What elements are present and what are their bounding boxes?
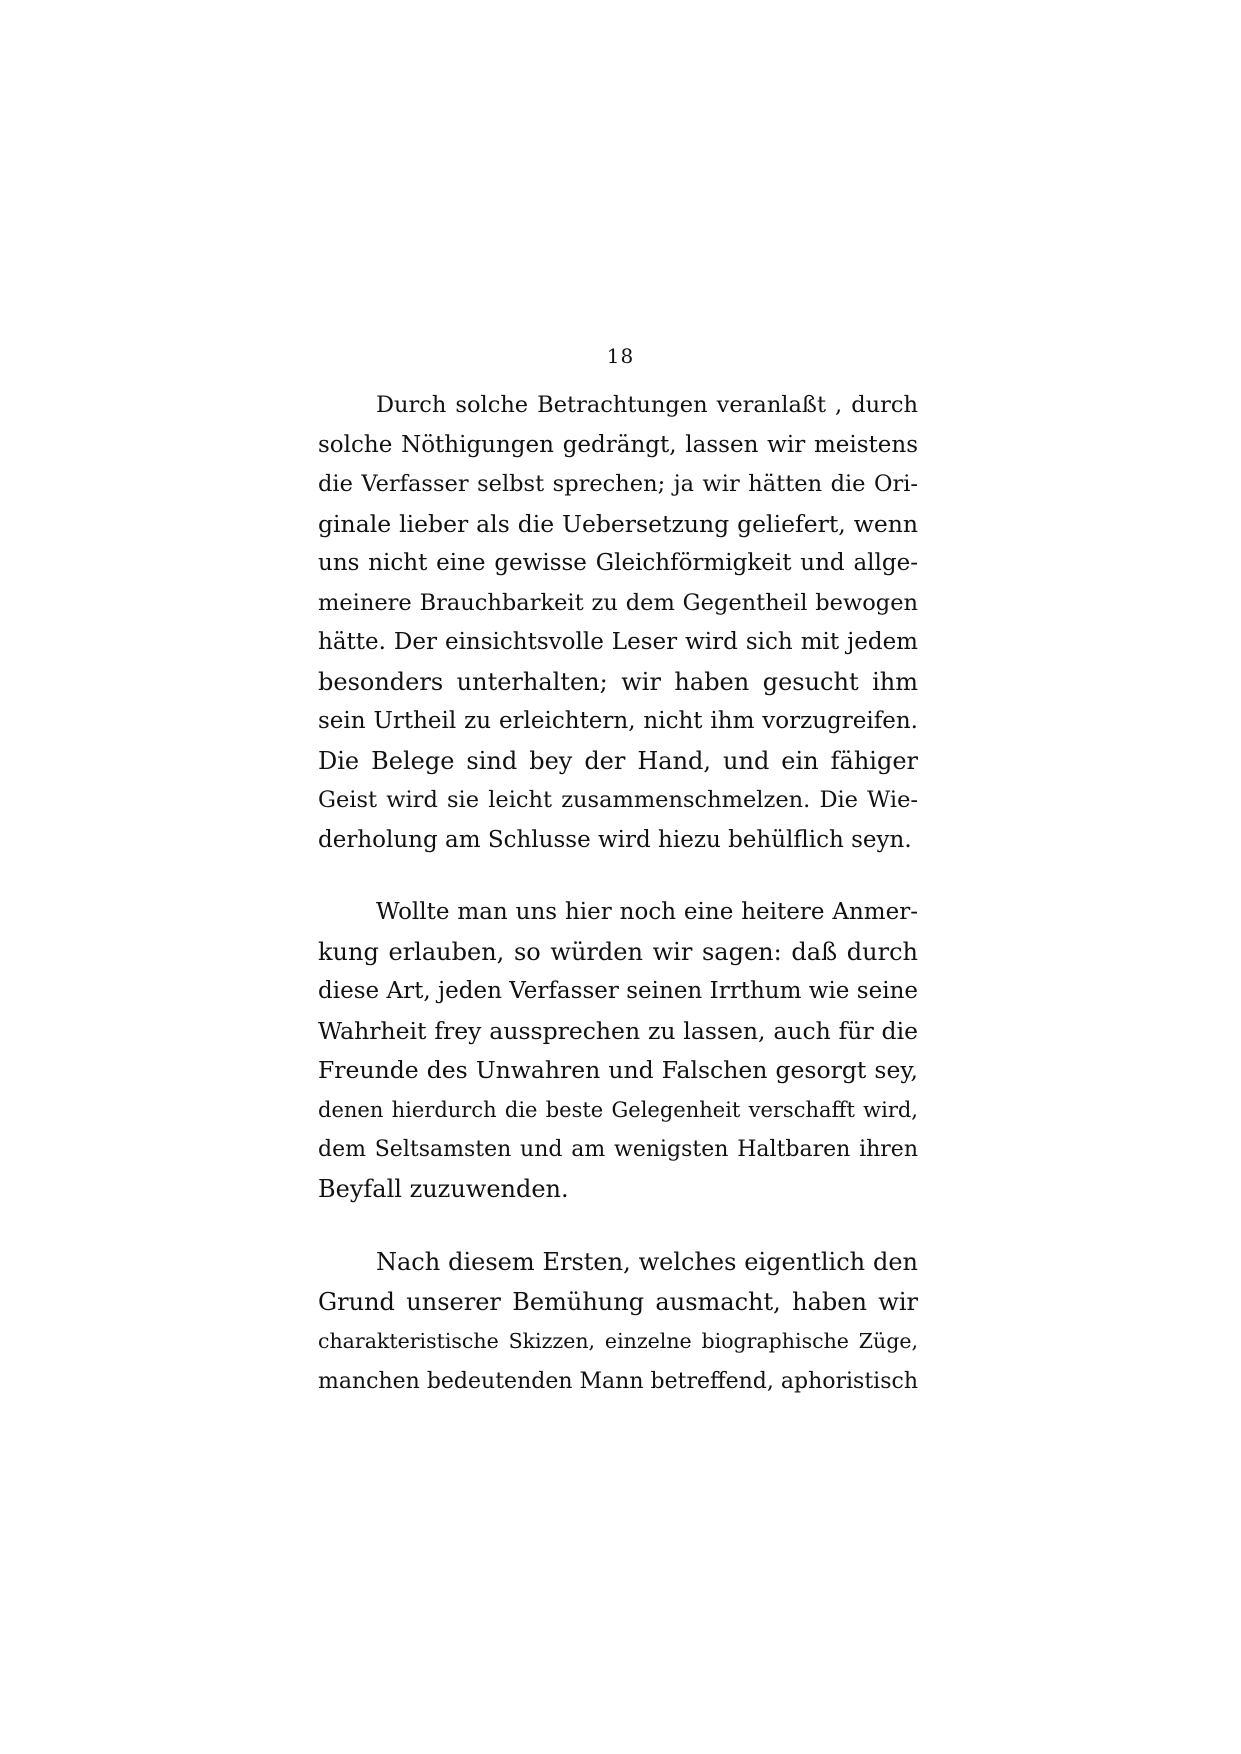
text-line: solche Nöthigungen gedrängt, lassen wir meistens — [318, 431, 918, 458]
text-line: charakteristische Skizzen, einzelne biographische Züge, — [318, 1329, 918, 1353]
text-line: sein Urtheil zu erleichtern, nicht ihm vorzugreifen. — [318, 708, 918, 734]
text-line: uns nicht eine gewisse Gleichförmigkeit und allge- — [318, 550, 918, 576]
text-line: diese Art, jeden Verfasser seinen Irrthum wie seine — [318, 978, 918, 1004]
text-line: Durch solche Betrachtungen veranlaßt , durch — [376, 392, 918, 418]
text-line: hätte. Der einsichtsvolle Leser wird sich mit jedem — [318, 629, 918, 655]
text-line: Nach diesem Ersten, welches eigentlich den — [376, 1248, 918, 1276]
text-line: Grund unserer Bemühung ausmacht, haben wir — [318, 1287, 918, 1316]
text-line: Beyfall zuzuwenden. — [318, 1174, 569, 1203]
paragraph-3 — [318, 1243, 918, 1401]
text-line: Freunde des Unwahren und Falschen gesorgt sey, — [318, 1056, 918, 1084]
text-line: Geist wird sie leicht zusammenschmelzen. Die Wie- — [318, 787, 918, 813]
text-line: denen hierdurch die beste Gelegenheit verschafft wird, — [318, 1097, 918, 1122]
text-line: die Verfasser selbst sprechen; ja wir hätten die Ori- — [318, 471, 918, 497]
text-line: Wollte man uns hier noch eine heitere Anmer- — [376, 899, 918, 925]
paragraph-1 — [318, 386, 918, 860]
text-line: manchen bedeutenden Mann betreffend, aphoristisch — [318, 1368, 918, 1394]
text-line: ginale lieber als die Uebersetzung geliefert, wenn — [318, 509, 918, 538]
text-line: dem Seltsamsten und am wenigsten Haltbaren ihren — [318, 1137, 918, 1162]
text-line: meinere Brauchbarkeit zu dem Gegentheil bewogen — [318, 589, 918, 616]
paragraph-2 — [318, 893, 918, 1209]
text-line: Wahrheit frey aussprechen zu lassen, auch für die — [318, 1016, 918, 1045]
page-number: 18 — [606, 344, 635, 368]
text-line: Die Belege sind bey der Hand, und ein fähiger — [318, 746, 918, 775]
text-line: derholung am Schlusse wird hiezu behülflich seyn. — [318, 826, 912, 853]
text-line: kung erlauben, so würden wir sagen: daß durch — [318, 937, 918, 966]
text-line: besonders unterhalten; wir haben gesucht ihm — [318, 667, 918, 696]
